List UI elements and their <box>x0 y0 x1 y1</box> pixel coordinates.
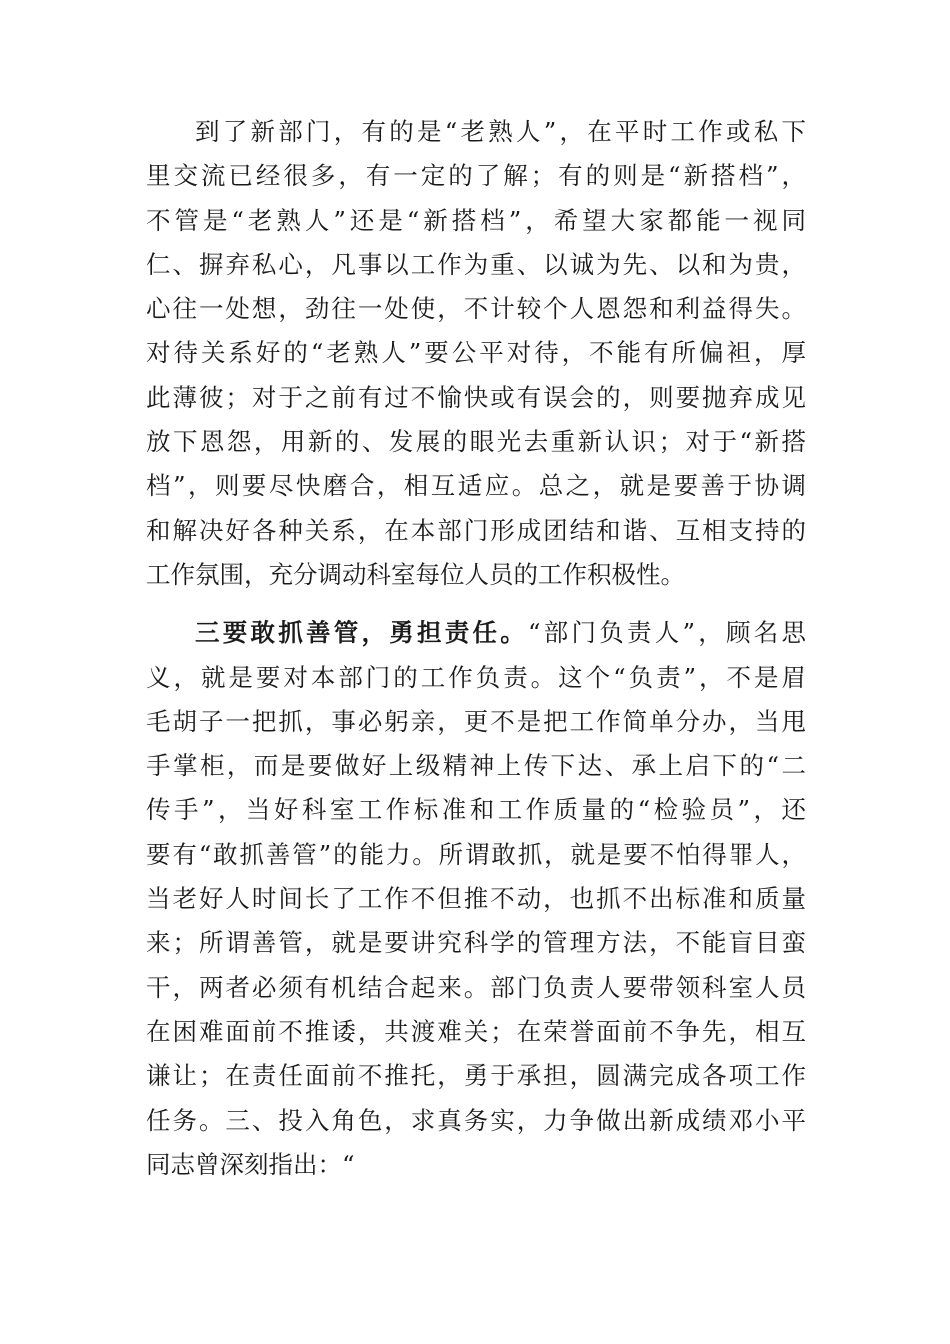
text-line: 同志曾深刻指出：“ <box>146 1149 355 1179</box>
paragraph-2 <box>146 611 806 1187</box>
text-line: 来；所谓善管，就是要讲究科学的管理方法，不能盲目蛮 <box>146 928 806 958</box>
text-line: 里交流已经很多，有一定的了解；有的则是“新搭档”， <box>146 161 806 191</box>
text-line-with-heading <box>146 611 806 655</box>
text-line: 不管是“老熟人”还是“新搭档”，希望大家都能一视同 <box>146 205 806 235</box>
text-line: 仁、摒弃私心，凡事以工作为重、以诚为先、以和为贵， <box>146 249 806 279</box>
paragraph-spacer <box>146 597 806 611</box>
text-line: 此薄彼；对于之前有过不愉快或有误会的，则要抛弃成见 <box>146 382 806 412</box>
text-line: 义，就是要对本部门的工作负责。这个“负责”，不是眉 <box>146 662 806 692</box>
heading-line-rest: “部门负责人”，顾名思 <box>527 618 806 648</box>
document-page <box>146 110 806 1187</box>
text-line: 和解决好各种关系，在本部门形成团结和谐、互相支持的 <box>146 515 806 545</box>
text-line: 毛胡子一把抓，事必躬亲，更不是把工作简单分办，当甩 <box>146 706 806 736</box>
text-line: 当老好人时间长了工作不但推不动，也抓不出标准和质量 <box>146 884 806 914</box>
text-line: 干，两者必须有机结合起来。部门负责人要带领科室人员 <box>146 972 806 1002</box>
section-heading: 三要敢抓善管，勇担责任。 <box>195 618 528 648</box>
text-line: 档”，则要尽快磨合，相互适应。总之，就是要善于协调 <box>146 471 806 501</box>
text-line: 放下恩怨，用新的、发展的眼光去重新认识；对于“新搭 <box>146 427 806 457</box>
text-line: 传手”，当好科室工作标准和工作质量的“检验员”，还 <box>146 795 806 825</box>
text-line: 手掌柜，而是要做好上级精神上传下达、承上启下的“二 <box>146 751 806 781</box>
text-line: 对待关系好的“老熟人”要公平对待，不能有所偏袒，厚 <box>146 338 806 368</box>
text-line: 工作氛围，充分调动科室每位人员的工作积极性。 <box>146 559 685 589</box>
paragraph-1 <box>146 110 806 597</box>
text-line: 到了新部门，有的是“老熟人”，在平时工作或私下 <box>195 117 806 146</box>
text-line: 要有“敢抓善管”的能力。所谓敢抓，就是要不怕得罪人， <box>146 839 806 869</box>
text-line: 谦让；在责任面前不推托，勇于承担，圆满完成各项工作 <box>146 1061 806 1091</box>
text-line: 在困难面前不推诿，共渡难关；在荣誉面前不争先，相互 <box>146 1016 806 1046</box>
text-line: 心往一处想，劲往一处使，不计较个人恩怨和利益得失。 <box>146 294 806 324</box>
text-line: 任务。三、投入角色，求真务实，力争做出新成绩邓小平 <box>146 1105 806 1135</box>
